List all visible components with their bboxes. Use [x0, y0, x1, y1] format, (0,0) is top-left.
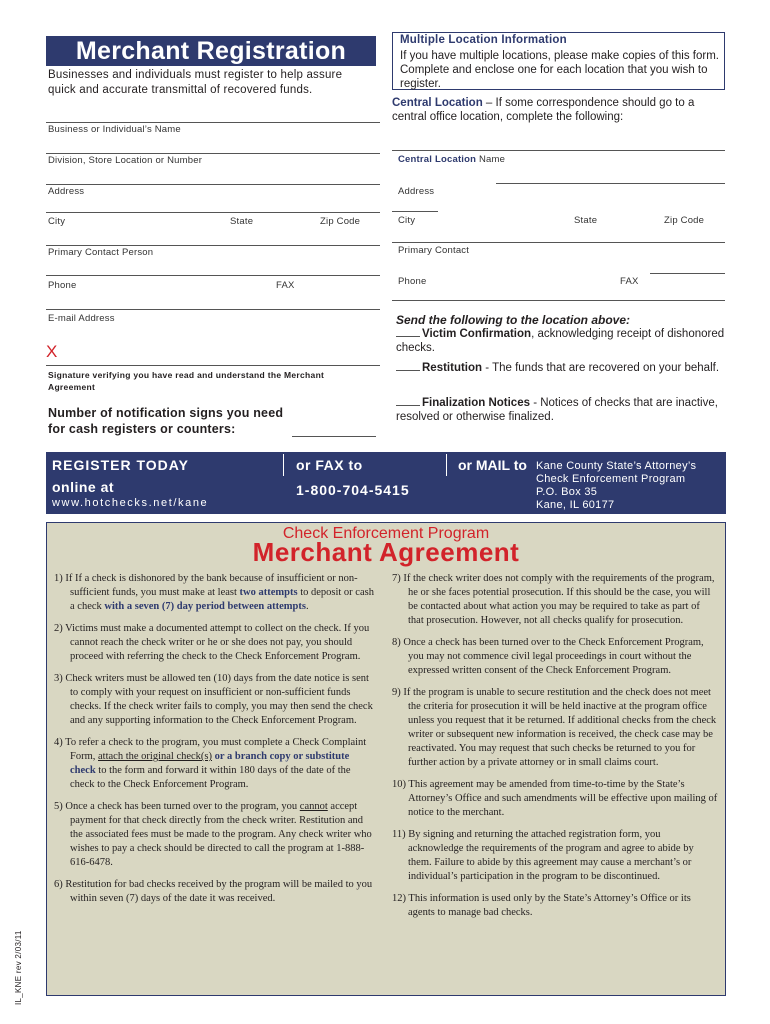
agreement-title: Merchant Agreement — [252, 537, 520, 567]
central-state-label: State — [574, 215, 598, 226]
address-label: Address — [48, 186, 85, 197]
central-contact-label: Primary Contact — [398, 245, 470, 256]
central-city-label: City — [398, 215, 416, 226]
victim-bold: Victim Confirmation — [422, 328, 532, 340]
send-title: Send the following to the location above: — [396, 313, 630, 327]
send-item-victim — [396, 327, 726, 355]
email-label: E-mail Address — [48, 313, 115, 324]
central-address-field[interactable] — [496, 183, 725, 184]
signs-question: Number of notification signs you need for cash registers or counters: — [48, 406, 284, 436]
central-phone-label: Phone — [398, 276, 427, 287]
division-field[interactable] — [46, 153, 380, 154]
city-state-zip-field[interactable] — [46, 212, 380, 213]
send-item-restitution — [396, 361, 726, 375]
state-label: State — [230, 216, 254, 227]
central-address-label: Address — [398, 186, 435, 197]
agreement-item-6: 6) Restitution for bad checks received by the program will be mailed to you within seven (7) days of the date it was received. — [54, 879, 373, 904]
agreement-left-column — [54, 572, 374, 914]
agreement-item-4: 4) To refer a check to the program, you must complete a Check Complaint Form, attach the original check(s) or a branch copy or substitute check to the form and forward it within 180 days of the date of the check to the Check Enforcement Program. — [54, 737, 367, 790]
business-name-field[interactable] — [46, 122, 380, 123]
band-divider — [446, 454, 447, 476]
contact-label: Primary Contact Person — [48, 247, 154, 258]
revision-code: IL_KNE rev 2/03/11 — [14, 930, 23, 1005]
agreement-item-3: 3) Check writers must be allowed ten (10) days from the date notice is sent to comply with your request on insufficient or non-sufficient funds checks. If the check writer fails to comply, you may then send the check and any supporting information to the Check Enforcement Program. — [54, 673, 373, 726]
business-name-label: Business or Individual’s Name — [48, 124, 181, 135]
signs-count-field[interactable] — [292, 436, 376, 437]
address-field[interactable] — [46, 184, 380, 185]
agreement-item-11: 11) By signing and returning the attached registration form, you acknowledge the requirements of the program and agree to abide by them. Failure to abide by this agreement may cause a merchant’s or individual’s participation in the program to be discontinued. — [392, 829, 694, 882]
restitution-bold: Restitution — [422, 362, 483, 374]
city-label: City — [48, 216, 66, 227]
phone-fax-field[interactable] — [46, 275, 380, 276]
send-item-finalization — [396, 396, 726, 424]
fax-heading: or FAX to — [296, 457, 363, 473]
finalization-bold: Finalization Notices — [422, 397, 530, 409]
mail-address — [536, 460, 696, 512]
central-location-intro — [392, 96, 722, 124]
multiple-location-text: If you have multiple locations, please make copies of this form. Complete and enclose one for each location that you wish to register. — [400, 50, 719, 90]
mail-heading: or MAIL to — [458, 457, 527, 473]
central-name-rest: Name — [476, 154, 506, 165]
address-line: Check Enforcement Program — [536, 473, 686, 485]
restitution-checkbox[interactable] — [396, 370, 420, 371]
agreement-item-8: 8) Once a check has been turned over to the Check Enforcement Program, you may not commence civil legal proceedings in court without the expressed written consent of the Check Enforcement Program. — [392, 637, 704, 676]
central-bottom-line — [392, 300, 725, 301]
agreement-item-7: 7) If the check writer does not comply with the requirements of the program, he or she faces potential prosecution. If this should be the case, you will be contacted about what action you may be required to take as part of that prosecution. However, not all checks qualify for prosecution. — [392, 573, 715, 626]
signature-label: Signature verifying you have read and understand the Merchant Agreement — [48, 370, 325, 392]
online-at: online at — [52, 479, 115, 495]
victim-text: , acknowledging receipt of dishonored checks. — [396, 328, 725, 354]
central-name-field[interactable] — [392, 150, 725, 151]
finalization-text: - Notices of checks that are inactive, resolved or otherwise finalized. — [396, 397, 718, 423]
central-name-label — [398, 154, 505, 165]
fax-number: 1-800-704-5415 — [296, 482, 410, 498]
finalization-checkbox[interactable] — [396, 405, 420, 406]
contact-field[interactable] — [46, 245, 380, 246]
restitution-text: - The funds that are recovered on your behalf. — [482, 362, 720, 374]
central-fax-label: FAX — [620, 276, 639, 287]
address-line: P.O. Box 35 — [536, 486, 598, 498]
agreement-item-5: 5) Once a check has been turned over to the program, you cannot accept payment for that check directly from the check writer. Restitution and the associated fees must be made to the program. Any check writer who wishes to pay a check should be directed to call the program at 1-888-616-6478. — [54, 801, 372, 868]
band-divider — [283, 454, 284, 476]
agreement-item-1: 1) If If a check is dishonored by the bank because of insufficient or non-sufficient funds, you must make at least two attempts to deposit or cash a check with a seven (7) day period between attempts. — [54, 573, 374, 612]
agreement-subtitle: Check Enforcement Program — [282, 525, 490, 542]
zip-label: Zip Code — [320, 216, 361, 227]
agreement-item-9: 9) If the program is unable to secure restitution and the check does not meet the criteria for prosecution it will be held inactive at the program office unless you request that it be returned. If additional checks from the check writer or subsequent new information is received, the check case may be reactivated. You may request that such checks be returned to you for further action by a private attorney or in small claims court. — [392, 687, 717, 768]
multiple-location-title: Multiple Location Information — [400, 34, 567, 46]
agreement-item-12: 12) This information is used only by the State’s Attorney’s Office or its agents to manage bad checks. — [392, 893, 691, 918]
central-location-bold: Central Location — [392, 97, 483, 109]
victim-checkbox[interactable] — [396, 336, 420, 337]
phone-label: Phone — [48, 280, 77, 291]
agreement-item-2: 2) Victims must make a documented attempt to collect on the check. If you cannot reach the check writer or he or she does not pay, you should proceed with referring the check to the Check Enforcement Program. — [54, 623, 370, 662]
central-phone-field[interactable] — [650, 273, 725, 274]
signature-field[interactable] — [46, 365, 380, 366]
address-line: Kane County State’s Attorney’s — [536, 460, 697, 472]
page-title: Merchant Registration — [46, 36, 376, 66]
division-label: Division, Store Location or Number — [48, 155, 203, 166]
agreement-right-column — [392, 572, 718, 928]
signature-x-mark: X — [46, 342, 58, 361]
central-name-bold: Central Location — [398, 154, 477, 165]
intro-text: Businesses and individuals must register to help assure quick and accurate transmittal of recovered funds. — [48, 69, 343, 96]
fax-label: FAX — [276, 280, 295, 291]
address-line: Kane, IL 60177 — [536, 499, 615, 511]
central-city-field[interactable] — [392, 211, 438, 212]
central-zip-label: Zip Code — [664, 215, 705, 226]
register-band — [46, 452, 726, 514]
register-today: REGISTER TODAY — [52, 457, 189, 473]
central-contact-field[interactable] — [392, 242, 725, 243]
agreement-item-10: 10) This agreement may be amended from time-to-time by the State’s Attorney’s Office and such amendments will be effective upon mailing of notice to the merchant. — [392, 779, 718, 818]
email-field[interactable] — [46, 309, 380, 310]
central-location-text: – If some correspondence should go to a central office location, complete the following: — [392, 97, 695, 123]
register-url[interactable]: www.hotchecks.net/kane — [52, 497, 209, 509]
